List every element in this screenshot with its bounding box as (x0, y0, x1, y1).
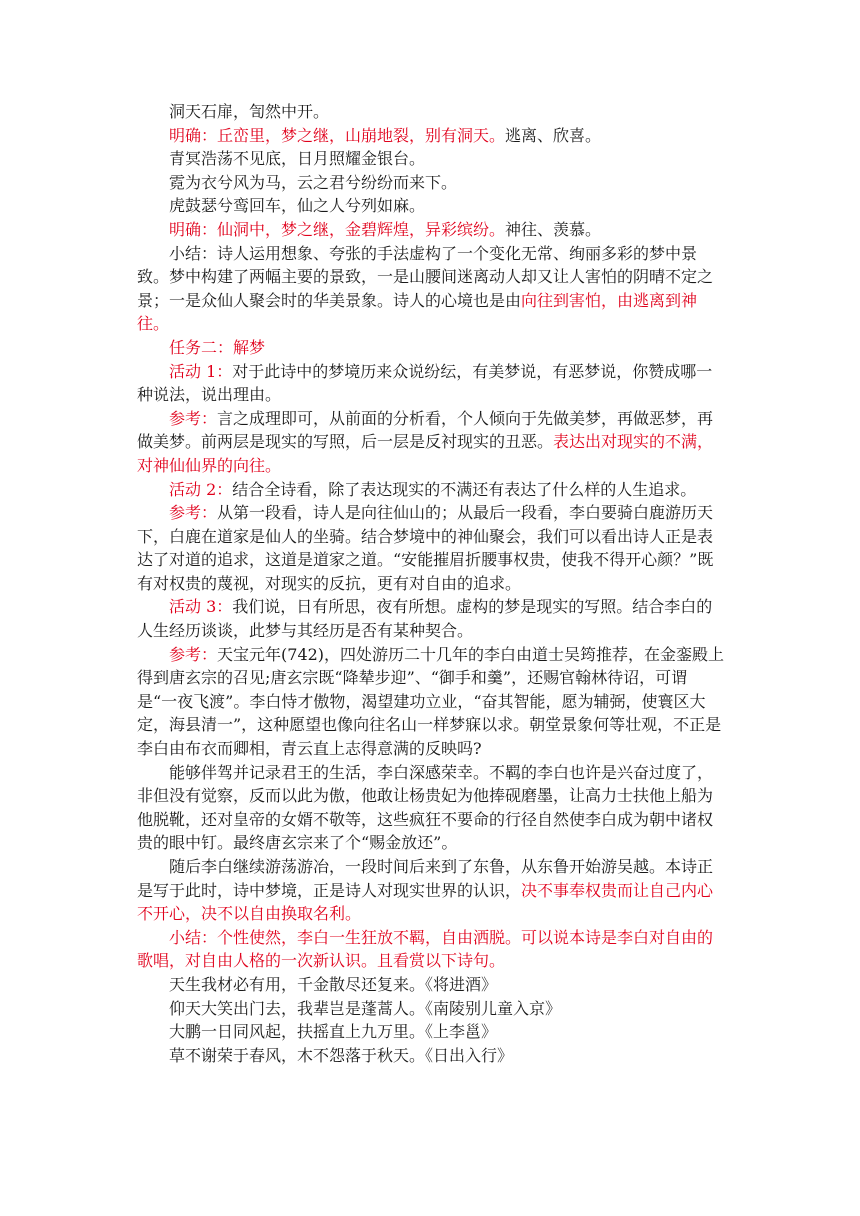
highlight-text: 任务二：解梦 (169, 337, 266, 357)
paragraph (137, 1020, 727, 1044)
body-text: 大鹏一日同风起，扶摇直上九万里。《上李邕》 (169, 1022, 498, 1042)
paragraph (137, 171, 727, 195)
paragraph (137, 855, 727, 926)
highlight-text: 明确：仙洞中，梦之继，金碧辉煌，异彩缤纷。 (169, 219, 506, 239)
body-text: 我们说，日有所思，夜有所想。虚构的梦是现实的写照。结合李白的人生经历谈谈，此梦与其经历是否有某种契合。 (137, 597, 713, 641)
paragraph (137, 478, 727, 502)
body-text: 草不谢荣于春风，木不怨落于秋天。《日出入行》 (169, 1045, 514, 1065)
paragraph (137, 643, 727, 761)
body-text: 从第一段看，诗人是向往仙山的；从最后一段看，李白要骑白鹿游历天下，白鹿在道家是仙人的坐骑。结合梦境中的神仙聚会，我们可以看出诗人正是表达了对道的追求，这道是道家之道。“安能摧眉折腰事权贵，使我不得开心颜？”既有对权贵的蔑视，对现实的反抗，更有对自由的追求。 (137, 503, 714, 593)
paragraph (137, 100, 727, 124)
paragraph (137, 501, 727, 595)
body-text: 对于此诗中的梦境历来众说纷纭，有美梦说，有恶梦说，你赞成哪一种说法，说出理由。 (137, 361, 713, 405)
body-text: 小结：诗人运用想象、夸张的手法虚构了一个变化无常、绚丽多彩的梦中景致。梦中构建了两幅主要的景致，一是山腰间迷离动人却又让人害怕的阴晴不定之景；一是众仙人聚会时的华美景象。诗人的心境也是由 (137, 243, 714, 310)
paragraph (137, 336, 727, 360)
body-text: 天宝元年(742)，四处游历二十几年的李白由道士吴筠推荐，在金銮殿上得到唐玄宗的召见;唐玄宗既“降辇步迎”、“御手和羹”，还赐官翰林待诏，可谓是“一夜飞渡”。李白恃才傲物，渴望建功立业，“奋其智能，愿为辅弼，使寰区大定，海县清一”，这种愿望也像向往名山一样梦寐以求。朝堂景象何等壮观，不正是李白由布衣而卿相，青云直上志得意满的反映吗? (137, 644, 725, 759)
body-text: 能够伴驾并记录君王的生活，李白深感荣幸。不羁的李白也许是兴奋过度了，非但没有觉察，反而以此为傲，他敢让杨贵妃为他捧砚磨墨，让高力士扶他上船为他脱靴，还对皇帝的女婿不敬等，这些疯狂不要命的行径自然使李白成为朝中诸权贵的眼中钉。最终唐玄宗来了个“赐金放还”。 (137, 762, 714, 853)
highlight-text: 活动 1： (169, 361, 233, 381)
highlight-text: 参考： (169, 644, 218, 664)
body-text: 结合全诗看，除了表达现实的不满还有表达了什么样的人生追求。 (232, 479, 697, 499)
paragraph (137, 1044, 727, 1068)
highlight-text: 活动 3： (169, 597, 233, 617)
paragraph (137, 194, 727, 218)
body-text: 虎鼓瑟兮鸾回车，仙之人兮列如麻。 (169, 196, 426, 216)
paragraph (137, 407, 727, 478)
highlight-text: 向往到害怕，由逃离到神往。 (137, 290, 698, 334)
paragraph (137, 973, 727, 997)
body-text: 神往、羡慕。 (505, 219, 602, 239)
highlight-text: 参考： (169, 503, 218, 523)
paragraph (137, 124, 727, 148)
body-text: 天生我材必有用，千金散尽还复来。《将进酒》 (169, 974, 498, 994)
highlight-text: 表达出对现实的不满，对神仙仙界的向往。 (137, 432, 714, 475)
body-text: 言之成理即可，从前面的分析看，个人倾向于先做美梦，再做恶梦，再做美梦。前两层是现实的写照，后一层是反衬现实的丑恶。 (137, 408, 714, 452)
body-text: 青冥浩荡不见底，日月照耀金银台。 (169, 149, 426, 169)
paragraph (137, 926, 727, 973)
body-text: 随后李白继续游荡游冶，一段时间后来到了东鲁，从东鲁开始游吴越。本诗正是写于此时，诗中梦境，正是诗人对现实世界的认识， (137, 857, 714, 900)
paragraph (137, 595, 727, 642)
body-text: 霓为衣兮风为马，云之君兮纷纷而来下。 (169, 172, 458, 192)
highlight-text: 明确：丘峦里，梦之继，山崩地裂，别有洞天。 (169, 125, 506, 145)
highlight-text: 活动 2： (169, 479, 233, 499)
highlight-text: 决不事奉权贵而让自己内心不开心，决不以自由换取名利。 (137, 880, 714, 924)
paragraph (137, 997, 727, 1021)
paragraph (137, 242, 727, 336)
highlight-text: 小结：个性使然，李白一生狂放不羁，自由洒脱。可以说本诗是李白对自由的歌唱，对自由人格的一次新认识。且看赏以下诗句。 (137, 927, 714, 971)
body-text: 仰天大笑出门去，我辈岂是蓬蒿人。《南陵别儿童入京》 (169, 998, 562, 1018)
highlight-text: 参考： (169, 408, 218, 428)
body-text: 逃离、欣喜。 (505, 125, 602, 145)
paragraph (137, 218, 727, 242)
paragraph (137, 360, 727, 407)
body-text: 洞天石扉，訇然中开。 (169, 102, 330, 121)
paragraph (137, 761, 727, 855)
paragraph (137, 147, 727, 171)
document-body (137, 100, 727, 1067)
